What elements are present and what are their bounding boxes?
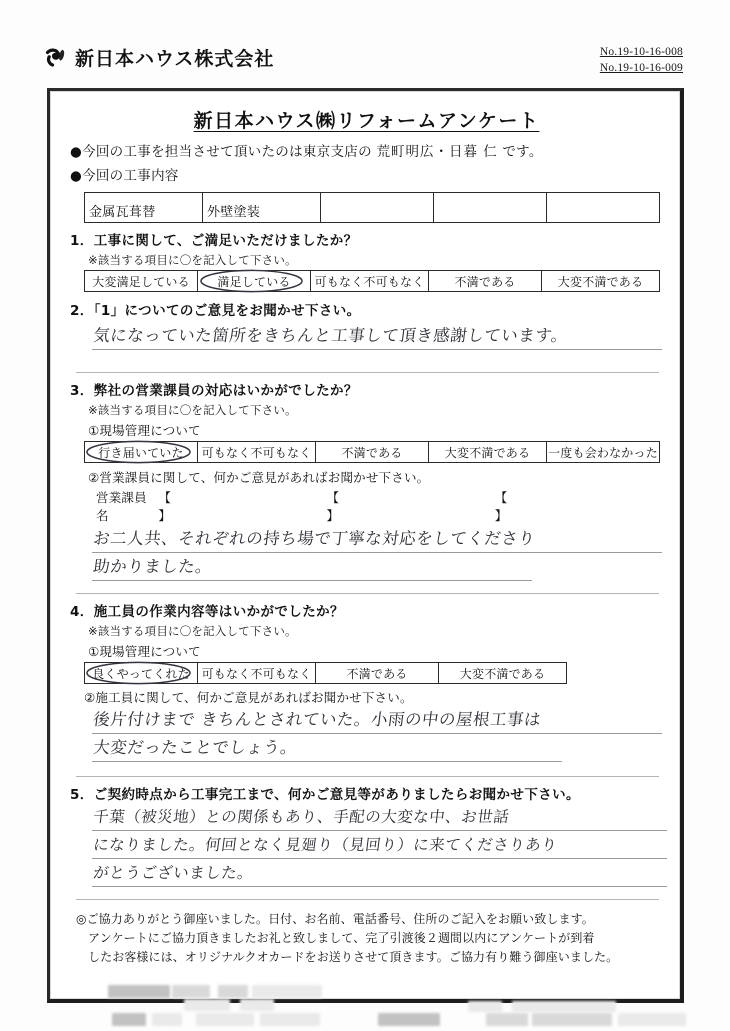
work-content-cell-5[interactable] <box>547 193 660 223</box>
redaction-bar <box>196 1013 254 1026</box>
q1-option-1-label: 満足している <box>217 274 291 289</box>
question-2-heading: 2．「1」についてのご意見をお聞かせ下さい。 <box>70 303 361 319</box>
staff-name-fields <box>96 488 663 524</box>
page-title: 新日本ハウス㈱リフォームアンケート <box>193 110 540 132</box>
question-5-answer-line-3[interactable] <box>92 861 667 887</box>
redaction-bar <box>252 985 322 998</box>
question-5-answer-line-2[interactable] <box>92 833 667 859</box>
company-name: 新日本ハウス株式会社 <box>75 48 275 70</box>
redaction-bar <box>108 985 170 998</box>
question-4-answer-line-1[interactable] <box>92 708 662 734</box>
work-content-cell-1[interactable]: 金属瓦葺替 <box>85 193 203 223</box>
intro-line <box>70 142 663 163</box>
section-divider <box>76 593 659 594</box>
q1-option-1[interactable] <box>198 271 311 292</box>
q3-option-4[interactable]: 一度も会わなかった <box>547 442 660 463</box>
q4-option-2[interactable]: 不満である <box>316 663 439 684</box>
handwritten-answer: 千葉（被災地）との関係もあり、手配の大変な中、お世話 <box>92 808 511 826</box>
staff-name-field-2[interactable]: 【】 <box>326 490 340 523</box>
staff-name-field-1[interactable]: 【】 <box>158 490 172 523</box>
question-3-subhead-2: ②営業課員に関して、何かご意見があればお聞かせ下さい。 <box>88 470 430 485</box>
question-4-heading: 4．施工員の作業内容等はいかがでしたか？ <box>70 604 344 620</box>
section-divider <box>76 776 659 777</box>
handwritten-answer: がとうございました。 <box>92 864 255 882</box>
handwritten-answer: 助かりました。 <box>92 557 214 576</box>
handwritten-answer: 大変だったことでしょう。 <box>92 738 299 757</box>
table-row <box>85 442 660 463</box>
redaction-bar <box>112 1013 146 1026</box>
question-3-options <box>84 441 660 463</box>
q1-option-2[interactable]: 可もなく不可もなく <box>311 271 429 292</box>
document-number-2: No.19-10-16-009 <box>599 62 683 74</box>
table-row <box>85 271 660 292</box>
q1-option-3[interactable]: 不満である <box>429 271 542 292</box>
work-content-table <box>84 192 660 223</box>
handwritten-answer: お二人共、それぞれの持ち場で丁寧な対応をしてくださり <box>92 529 537 548</box>
redaction-bar <box>378 1013 440 1026</box>
q1-option-4[interactable]: 大変不満である <box>542 271 660 292</box>
q4-option-0-label: 良くやってくれた <box>92 666 190 681</box>
handwritten-answer: 後片付けまで きちんとされていた。小雨の中の屋根工事は <box>92 710 543 729</box>
table-row <box>85 193 660 223</box>
footer-line-1: ◎ご協力ありがとう御座いました。日付、お名前、電話番号、住所のご記入をお願い致します。 <box>76 912 594 926</box>
q4-option-3[interactable]: 大変不満である <box>439 663 567 684</box>
question-4-subhead-2: ②施工員に関して、何かご意見があればお聞かせ下さい。 <box>84 690 413 705</box>
question-4-note: ※該当する項目に〇を記入して下さい。 <box>88 624 297 638</box>
question-2-answer-line-1[interactable] <box>92 324 662 350</box>
redaction-bar <box>468 1001 502 1012</box>
handwritten-answer: になりました。何回となく見廻り（見回り）に来てくださりあり <box>92 836 559 854</box>
redaction-bar <box>172 985 210 998</box>
question-3-subhead-1: ①現場管理について <box>88 423 201 438</box>
redaction-bar <box>184 999 230 1011</box>
redaction-bar <box>218 985 248 998</box>
redaction-bar <box>618 1013 686 1026</box>
question-4-options <box>84 662 567 684</box>
redaction-bar <box>512 1001 616 1012</box>
q1-option-0[interactable]: 大変満足している <box>85 271 198 292</box>
question-3-answer-line-2[interactable] <box>92 555 532 581</box>
work-content-cell-4[interactable] <box>434 193 547 223</box>
question-3-note: ※該当する項目に〇を記入して下さい。 <box>88 403 297 417</box>
section-divider <box>76 899 659 900</box>
work-content-cell-2[interactable]: 外壁塗装 <box>203 193 321 223</box>
questionnaire-sheet <box>47 88 684 1003</box>
section-divider <box>76 372 659 373</box>
staff-in-charge: 荒町明広・日暮 仁 <box>376 144 498 160</box>
document-numbers <box>600 44 683 76</box>
footer-note <box>76 910 663 967</box>
q4-option-1[interactable]: 可もなく不可もなく <box>198 663 316 684</box>
redaction-bar <box>486 1013 528 1026</box>
q3-option-1[interactable]: 可もなく不可もなく <box>198 442 316 463</box>
question-4-subhead-1: ①現場管理について <box>88 644 201 659</box>
redaction-bar <box>532 1013 612 1026</box>
redaction-bar <box>260 1013 320 1026</box>
redaction-bar <box>240 999 274 1011</box>
document-number-1: No.19-10-16-008 <box>599 46 683 58</box>
question-3-answer-line-1[interactable] <box>92 527 662 553</box>
question-5-answer-line-1[interactable] <box>92 805 667 831</box>
q3-option-0[interactable] <box>85 442 198 463</box>
intro-suffix: です。 <box>502 144 543 160</box>
footer-line-2: アンケートにご協力頂きましたお礼と致しまして、完了引渡後２週間以内にアンケートが到着 <box>88 931 595 945</box>
swirl-logo-icon <box>44 46 68 70</box>
staff-name-label: 営業課員名 <box>96 490 147 523</box>
work-content-label: ●今回の工事内容 <box>70 168 179 184</box>
table-row <box>85 663 567 684</box>
q4-option-0[interactable] <box>85 663 198 684</box>
intro-text: ●今回の工事を担当させて頂いたのは東京支店の <box>70 144 372 160</box>
question-5-heading: 5．ご契約時点から工事完工まで、何かご意見等がありましたらお聞かせ下さい。 <box>70 787 580 803</box>
question-4-answer-line-2[interactable] <box>92 736 562 762</box>
company-header <box>44 44 274 71</box>
redacted-customer-info <box>100 981 663 1031</box>
q3-option-2[interactable]: 不満である <box>316 442 429 463</box>
handwritten-answer: 気になっていた箇所をきちんと工事して頂き感謝しています。 <box>92 326 570 345</box>
question-3-heading: 3．弊社の営業課員の対応はいかがでしたか？ <box>70 383 358 399</box>
q3-option-0-label: 行き届いていた <box>98 445 184 460</box>
footer-line-3: したお客様には、オリジナルクオカードをお送りさせて頂きます。ご協力有り難う御座いました。 <box>88 950 619 964</box>
work-content-cell-3[interactable] <box>321 193 434 223</box>
question-1-options <box>84 270 660 292</box>
q3-option-3[interactable]: 大変不満である <box>429 442 547 463</box>
question-1-note: ※該当する項目に〇を記入して下さい。 <box>88 253 297 267</box>
redaction-bar <box>152 1013 182 1026</box>
staff-name-field-3[interactable]: 【】 <box>494 490 508 523</box>
question-1-heading: 1．工事に関して、ご満足いただけましたか？ <box>70 233 358 249</box>
